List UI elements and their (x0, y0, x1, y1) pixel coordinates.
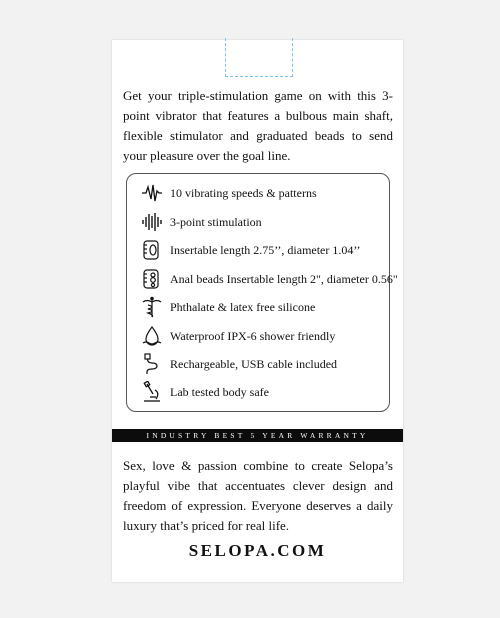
feature-item (141, 181, 317, 205)
microscope-icon (141, 381, 163, 403)
feature-item (141, 380, 269, 404)
feature-label: Lab tested body safe (170, 384, 269, 399)
feature-item (141, 324, 335, 348)
website-url: SELOPA.COM (188, 541, 327, 560)
warranty-banner: INDUSTRY BEST 5 YEAR WARRANTY (112, 429, 403, 442)
package-window-cutout (225, 38, 293, 77)
intro-text: Get your triple-stimulation game on with this 3-point vibrator that features a bulbous main shaft, flexible stimulator and graduated beads to send your pleasure over the goal line. (123, 88, 393, 163)
feature-label: Anal beads Insertable length 2", diameter 0.56" (170, 271, 398, 286)
feature-item (141, 352, 337, 376)
feature-label: Waterproof IPX-6 shower friendly (170, 328, 336, 343)
feature-label: Insertable length 2.75’’, diameter 1.04’’ (170, 242, 361, 257)
feature-item (141, 238, 360, 262)
pulse-wave-icon (141, 182, 163, 204)
feature-label: Phthalate & latex free silicone (170, 299, 316, 314)
outro-text: Sex, love & passion combine to create Selopa’s playful vibe that accentuates clever design and freedom of expression. Everyone deserves a daily luxury that’s priced for real life. (123, 458, 393, 533)
ruler-shaft-icon (141, 239, 163, 261)
ruler-beads-icon (141, 268, 163, 290)
feature-label: Rechargeable, USB cable included (170, 356, 338, 371)
feature-item (141, 267, 398, 291)
usb-cable-icon (141, 353, 163, 375)
sound-bars-icon (141, 211, 163, 233)
feature-item (141, 295, 315, 319)
caduceus-icon (141, 296, 163, 318)
package-card (112, 40, 403, 582)
features-box (126, 173, 398, 412)
feature-item (141, 210, 262, 234)
feature-label: 3-point stimulation (170, 214, 262, 229)
water-drop-icon (141, 325, 163, 347)
feature-label: 10 vibrating speeds & patterns (170, 185, 317, 200)
